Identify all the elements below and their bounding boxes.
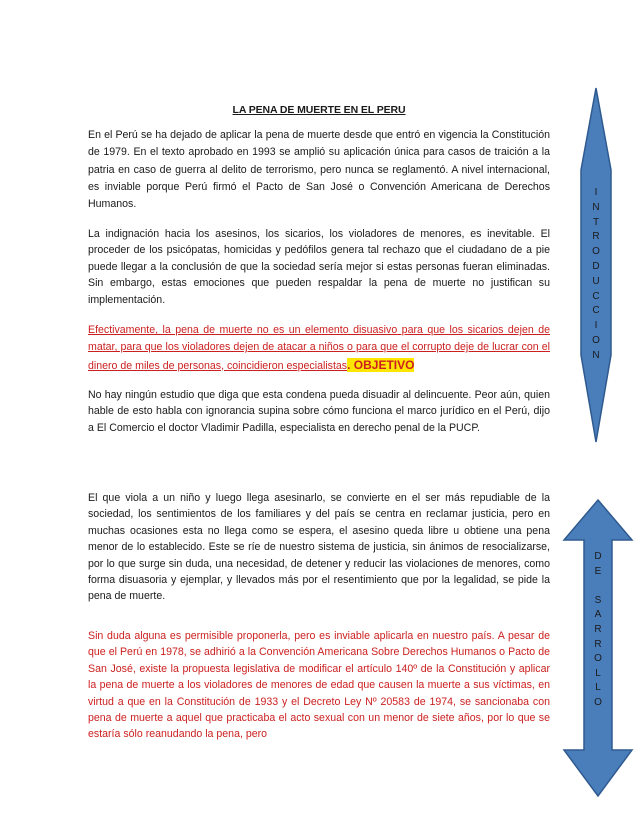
side-letter: O [594, 696, 602, 708]
side-letter [588, 579, 608, 594]
desarrollo-label [588, 550, 608, 711]
side-letter: L [595, 682, 601, 694]
paragraph-estudio: No hay ningún estudio que diga que esta condena pueda disuadir al delincuente. Peor aún, quien hable de esto habla con ignorancia supina sobre cómo funciona el marco jurídico en el Perú, dijo a El Comercio el doctor Vladimir Padilla, especialista en derecho penal de la PUCP. [88, 389, 550, 434]
side-letter: D [594, 551, 602, 562]
page-title: LA PENA DE MUERTE EN EL PERU [232, 104, 406, 116]
side-letter: L [595, 667, 601, 679]
objetivo-text: Efectivamente, la pena de muerte no es un elemento disuasivo para que los sicarios dejen de matar, para que los violadores dejen de atacar a niños o para que el corrupto deje de lucrar con el dinero de miles de personas, coincidieron especialistas [88, 324, 550, 372]
side-letter: U [592, 275, 600, 287]
paragraph-objetivo [88, 322, 550, 375]
paragraph-viola: El que viola a un niño y luego llega asesinarlo, se convierte en el ser más repudiable de la sociedad, los sentimientos de los familiares y del país se centra en reclamar justicia, pero en muchas ocasiones esta no llega como se espera, el asesino queda libre u obtiene una pena menor de lo establecido. Este se ríe de nuestro sistema de justicia, sin ánimos de resocializarse, por lo que surge sin duda, una necesidad, de detener y reducir las violaciones de menores, como forma disuasoria y ejemplar, y llevados más por el resentimiento que por la legalidad, se pide la pena de muerte. [88, 492, 550, 603]
paragraph-indignacion: La indignación hacia los asesinos, los sicarios, los violadores de menores, es inevitable. El proceder de los psicópatas, homicidas y pedófilos genera tal rechazo que el ciudadano de a pie puede llegar a la conclusión de que la sociedad sería mejor si estas personas fueran eliminadas. Sin embargo, estas emociones que pueden respaldar la pena de muerte no justifican su implementación. [88, 228, 550, 306]
objetivo-tag: . OBJETIVO [347, 357, 415, 372]
side-letter: R [594, 638, 602, 650]
side-letter: R [594, 623, 602, 635]
side-letter: I [594, 320, 598, 332]
side-letter: A [594, 609, 602, 621]
paragraph-permisible: Sin duda alguna es permisible proponerla, pero es inviable aplicarla en nuestro país. A pesar de que el Perú en 1978, se adhirió a la Convención Americana Sobre Derechos Humanos o Pacto de San José, existe la propuesta legislativa de modificar el artículo 140º de la Constitución y aplicar la pena de muerte a los violadores de menores de edad que causen la muerte a sus víctimas, en virtud a que en la Constitución de 1933 y el Decreto Ley Nº 20583 de 1974, se sancionaba con pena de muerte a aquel que practicaba el acto sexual con un menor de siete años, por lo que se estaría sólo reanudando la pena, pero [88, 630, 550, 741]
side-letter: O [594, 653, 602, 665]
side-letter: C [592, 305, 600, 317]
side-letter: O [592, 246, 600, 258]
side-letter: R [592, 231, 600, 243]
side-letter: N [592, 349, 600, 361]
side-letter: I [594, 187, 598, 198]
side-letter: O [592, 334, 600, 346]
side-letter: N [592, 201, 600, 213]
introduccion-label [586, 186, 606, 364]
side-letter: S [594, 594, 602, 606]
side-letter: C [592, 290, 600, 302]
paragraph-intro: En el Perú se ha dejado de aplicar la pena de muerte desde que entró en vigencia la Constitución de 1979. En el texto aprobado en 1993 se amplió su aplicación única para casos de traición a la patria en caso de guerra al delito de terrorismo, pero nunca se reglamentó. A nivel internacional, es inviable porque Perú firmó el Pacto de San José o Convención Americana de Derechos Humanos. [88, 129, 550, 211]
side-letter: E [594, 565, 602, 577]
side-letter: D [592, 260, 600, 272]
side-letter: T [592, 216, 600, 228]
